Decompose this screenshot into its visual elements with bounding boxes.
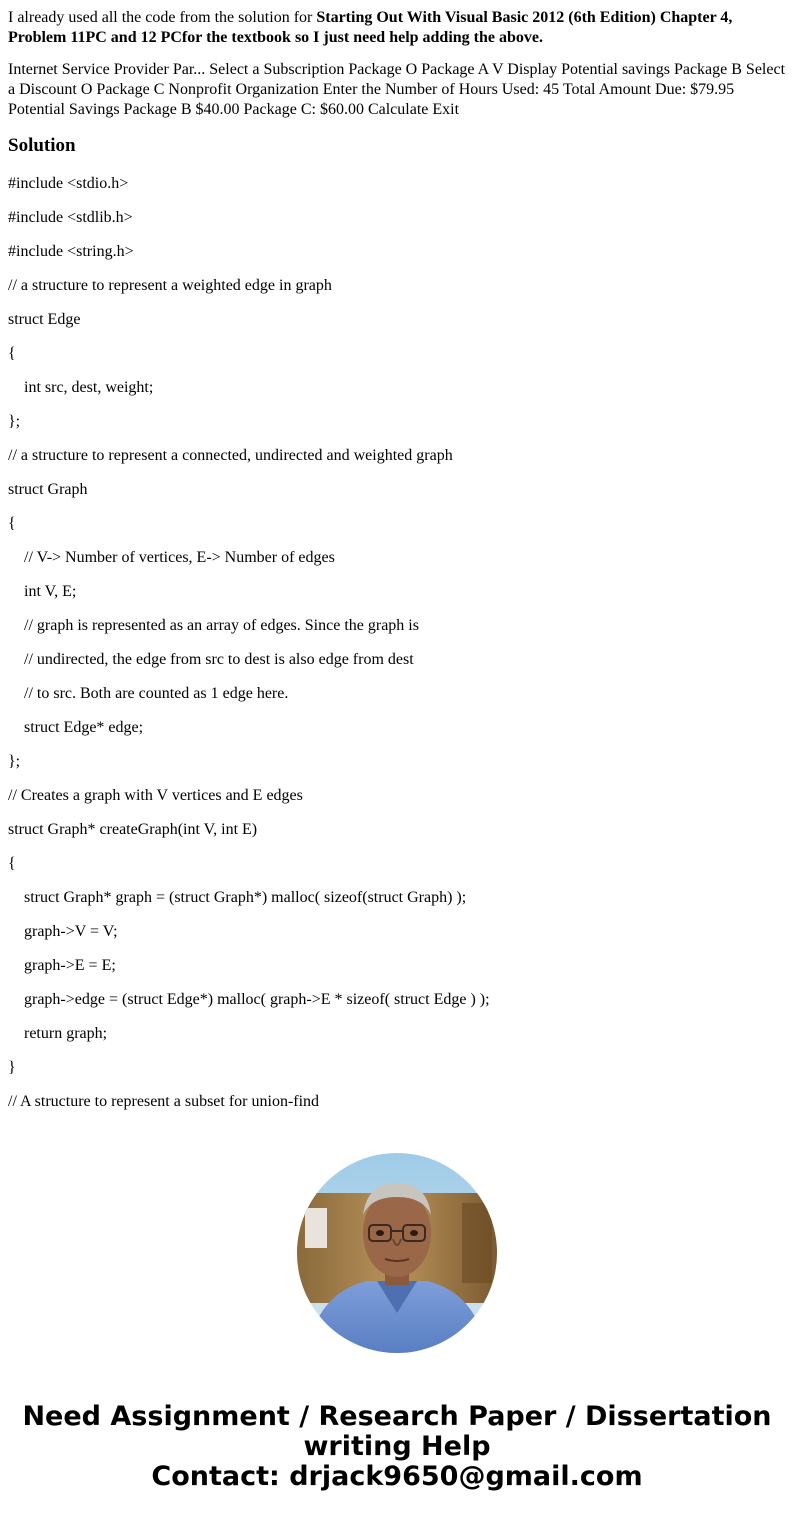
code-line: }; <box>8 413 21 430</box>
question-intro-text: I already used all the code from the solution for <box>8 9 317 26</box>
code-line: // Creates a graph with V vertices and E edges <box>8 787 303 804</box>
contact-banner-line-2: writing Help <box>303 1431 491 1462</box>
code-line: { <box>8 345 16 362</box>
code-line: { <box>8 855 16 872</box>
code-line: } <box>8 1059 16 1076</box>
code-line: return graph; <box>8 1025 108 1042</box>
contact-banner-line-3: Contact: drjack9650@gmail.com <box>151 1461 643 1492</box>
code-line: // to src. Both are counted as 1 edge here. <box>8 685 289 702</box>
author-photo-image <box>297 1153 497 1353</box>
code-line: graph->V = V; <box>8 923 118 940</box>
code-line: #include <string.h> <box>8 243 134 260</box>
code-line: struct Edge <box>8 311 81 328</box>
question-textbook-reference: Starting Out With Visual Basic 2012 (6th Edition) Chapter 4, Problem 11PC and 12 PCfor the textbook so I just need help adding the above. <box>8 9 733 46</box>
contact-banner-line-1: Need Assignment / Research Paper / Dissertation <box>22 1401 772 1432</box>
solution-code <box>8 174 786 1112</box>
code-line: // undirected, the edge from src to dest is also edge from dest <box>8 651 414 668</box>
code-line: // graph is represented as an array of edges. Since the graph is <box>8 617 419 634</box>
code-line: }; <box>8 753 21 770</box>
contact-banner <box>0 1402 794 1492</box>
code-line: struct Graph* createGraph(int V, int E) <box>8 821 258 838</box>
code-line: // a structure to represent a connected, undirected and weighted graph <box>8 447 453 464</box>
code-line: // A structure to represent a subset for union-find <box>8 1093 320 1110</box>
code-line: int src, dest, weight; <box>8 379 154 396</box>
code-line: struct Edge* edge; <box>8 719 144 736</box>
code-line: // a structure to represent a weighted edge in graph <box>8 277 332 294</box>
code-line: struct Graph* graph = (struct Graph*) malloc( sizeof(struct Graph) ); <box>8 889 467 906</box>
code-line: graph->E = E; <box>8 957 116 974</box>
code-line: #include <stdlib.h> <box>8 209 133 226</box>
code-line: graph->edge = (struct Edge*) malloc( graph->E * sizeof( struct Edge ) ); <box>8 991 490 1008</box>
code-line: { <box>8 515 16 532</box>
code-line: // V-> Number of vertices, E-> Number of edges <box>8 549 335 566</box>
code-line: int V, E; <box>8 583 77 600</box>
code-line: struct Graph <box>8 481 88 498</box>
author-avatar <box>297 1153 497 1353</box>
code-line: #include <stdio.h> <box>8 175 129 192</box>
question-intro <box>8 8 786 48</box>
solution-heading: Solution <box>8 135 76 156</box>
question-description: Internet Service Provider Par... Select a Subscription Package O Package A V Display Potential savings Package B Select a Discount O Package C Nonprofit Organization Enter the Number of Hours Used: 45 Total Amount Due: $79.95 Potential Savings Package B $40.00 Package C: $60.00 Calculate Exit <box>8 61 786 118</box>
